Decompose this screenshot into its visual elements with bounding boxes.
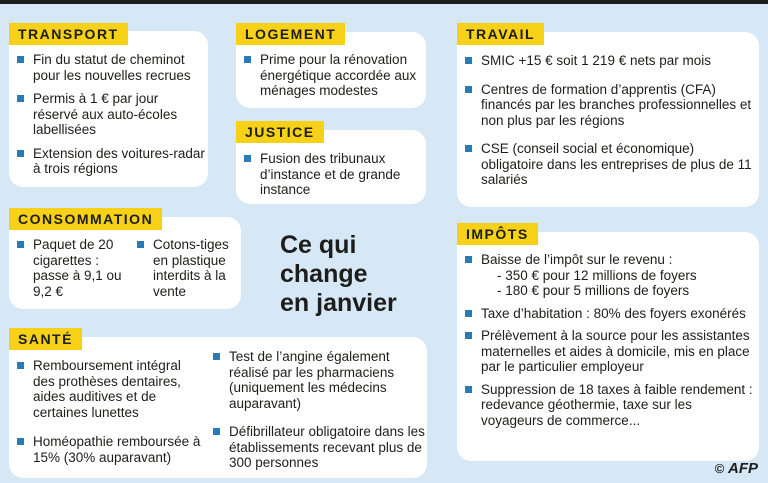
- sante-label: SANTÉ: [18, 331, 73, 347]
- consommation-label: CONSOMMATION: [18, 211, 154, 227]
- transport-label: TRANSPORT: [18, 26, 119, 42]
- title-line: Ce qui: [280, 231, 357, 259]
- list-item: Cotons-tiges en plastique interdits à la vente: [137, 237, 237, 299]
- list-item: Permis à 1 € par jour réservé aux auto-écoles labellisées: [17, 91, 205, 138]
- consommation-tag: [9, 208, 162, 230]
- list-item: Remboursement intégral des prothèses dentaires, aides auditives et de certaines lunettes: [17, 358, 205, 420]
- travail-list: [465, 53, 755, 196]
- title-line: en janvier: [280, 289, 397, 317]
- list-item: Fin du statut de cheminot pour les nouvelles recrues: [17, 52, 205, 83]
- impots-label: IMPÔTS: [466, 226, 529, 242]
- sante-tag: [9, 328, 82, 350]
- list-item: Taxe d’habitation : 80% des foyers exonérés: [465, 306, 757, 322]
- impots-line: Baisse de l’impôt sur le revenu :: [481, 252, 673, 267]
- list-item: Extension des voitures-radar à trois régions: [17, 146, 205, 177]
- logement-label: LOGEMENT: [245, 26, 337, 42]
- transport-tag: [9, 23, 128, 45]
- consommation-list-left: [17, 237, 135, 307]
- sante-list-right: [213, 349, 425, 479]
- impots-tag: [457, 223, 538, 245]
- logement-list: [244, 52, 420, 107]
- logement-tag: [236, 23, 345, 45]
- impots-line: - 350 € pour 12 millions de foyers: [497, 267, 697, 283]
- afp-logo: AFP: [728, 460, 758, 477]
- travail-tag: [457, 23, 544, 45]
- credit: [715, 460, 758, 477]
- list-item: Suppression de 18 taxes à faible rendement : redevance géothermie, taxe sur les voyageurs de commerce...: [465, 382, 757, 429]
- copyright-icon: ©: [714, 461, 725, 476]
- justice-label: JUSTICE: [245, 124, 315, 140]
- justice-tag: [236, 121, 324, 143]
- travail-label: TRAVAIL: [466, 26, 536, 42]
- list-item: Fusion des tribunaux d’instance et de grande instance: [244, 151, 420, 198]
- list-item: Prélèvement à la source pour les assistantes maternelles et aides à domicile, mis en place par le particulier employeur: [465, 328, 757, 375]
- list-item: Paquet de 20 cigarettes : passe à 9,1 ou 9,2 €: [17, 237, 135, 299]
- transport-list: [17, 52, 205, 185]
- consommation-list-right: [137, 237, 237, 307]
- justice-list: [244, 151, 420, 206]
- list-item: Prime pour la rénovation énergétique accordée aux ménages modestes: [244, 52, 420, 99]
- title-line: change: [280, 260, 368, 288]
- impots-list: [465, 252, 757, 436]
- impots-line: - 180 € pour 5 millions de foyers: [497, 283, 690, 298]
- sante-list-left: [17, 358, 205, 473]
- list-item: Homéopathie remboursée à 15% (30% auparavant): [17, 434, 205, 465]
- list-item: Test de l’angine également réalisé par les pharmaciens (uniquement les médecins auparavant): [213, 349, 425, 411]
- list-item: [465, 252, 757, 299]
- list-item: CSE (conseil social et économique) obligatoire dans les entreprises de plus de 11 salariés: [465, 141, 755, 188]
- list-item: Centres de formation d’apprentis (CFA) financés par les branches professionnelles et non plus par les régions: [465, 82, 755, 129]
- list-item: SMIC +15 € soit 1 219 € nets par mois: [465, 53, 755, 69]
- page-title: [280, 231, 397, 318]
- list-item: Défibrillateur obligatoire dans les établissements recevant plus de 300 personnes: [213, 424, 425, 471]
